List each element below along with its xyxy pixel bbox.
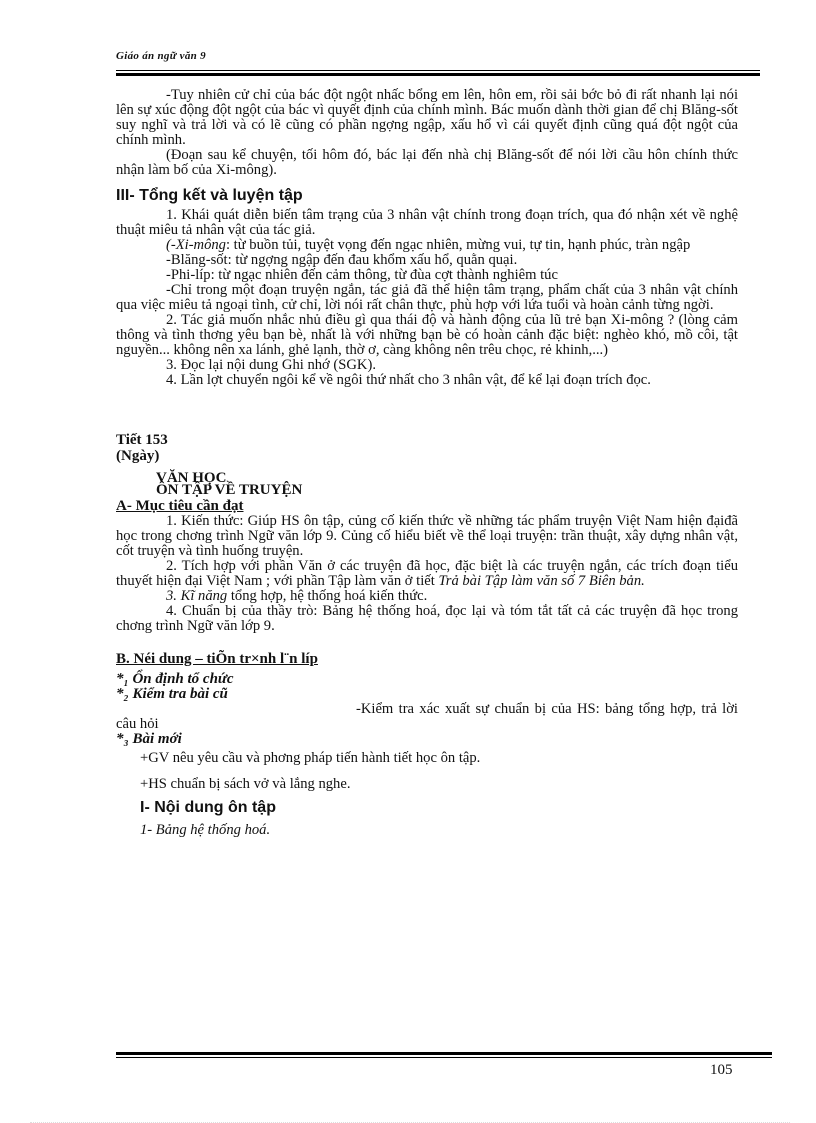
header-rule-thin [116, 70, 760, 71]
objective-2 [116, 559, 738, 589]
objective-2-italic: Trả bài Tập làm văn số 7 Biên bản. [438, 573, 645, 589]
footer-rule-thin [116, 1057, 772, 1058]
summary-blangsot: -Blăng-sốt: từ ngợng ngập đến đau khổm xấu hổ, quằn quại. [166, 252, 518, 268]
header-rule-thick [116, 73, 760, 76]
lesson-date: (Ngày) [116, 448, 160, 464]
teacher-activity: +GV nêu yêu cầu và phơng pháp tiến hành tiết học ôn tập. [140, 750, 481, 766]
lesson-number: Tiết 153 [116, 432, 168, 448]
objective-1: 1. Kiến thức: Giúp HS ôn tập, củng cố kiến thức về những tác phẩm truyện Việt Nam hiện đạiđã học trong chơng trình Ngữ văn lớp 9. Củng cố hiểu biết về thể loại truyện: trần thuật, xây dựng nhân vật, cốt truyện và tình huống truyện. [116, 513, 738, 559]
objective-3-text: tổng hợp, hệ thống hoá kiến thức. [227, 588, 428, 604]
summary-philip: -Phi-líp: từ ngạc nhiên đến cảm thông, từ đùa cợt thành nghiêm túc [166, 267, 558, 283]
page-content [116, 88, 738, 841]
step-2-heading: *₂ Kiểm tra bài cũ [116, 686, 228, 702]
ximong-label: (-Xi-mông [166, 237, 226, 253]
section-3-heading: III- Tổng kết và luyện tập [116, 187, 303, 204]
spacer [116, 388, 738, 432]
subject-title: VĂN HỌC [156, 470, 227, 486]
summary-item-3: 3. Đọc lại nội dung Ghi nhớ (SGK). [166, 357, 376, 373]
step-3-heading: *₃ Bài mới [116, 731, 182, 747]
summary-item-1: 1. Khái quát diễn biến tâm trạng của 3 nhân vật chính trong đoạn trích, qua đó nhận xét về nghệ thuật miêu tả nhân vật của tác giả. [116, 207, 738, 238]
step-1-heading: *₁ Ổn định tổ chức [116, 671, 234, 687]
intro-paragraph-2: (Đoạn sau kể chuyện, tối hôm đó, bác lại đến nhà chị Blăng-sốt để nói lời cầu hôn chính thức nhận làm bố của Xi-mông). [116, 147, 738, 178]
summary-ximong [116, 238, 738, 253]
section-b-heading: B. Néi dung – tiÕn tr×nh l¨n líp [116, 651, 318, 667]
summary-conclusion: -Chỉ trong một đoạn truyện ngắn, tác giả đã thể hiện tâm trạng, phẩm chất của 3 nhân vật chính qua việc miêu tả ngoại tình, cử chỉ, lời nói rất chân thực, phù hợp với lứa tuổi và hoàn cảnh từng ngời. [116, 282, 738, 313]
intro-paragraph-1: -Tuy nhiên cử chỉ của bác đột ngột nhấc bổng em lên, hôn em, rồi sải bớc bỏ đi rất nhanh lại nói lên sự xúc động đột ngột của bác vì quyết định của chính mình. Bác muốn dành thời gian để chị Blăng-sốt suy nghĩ và trả lời và có lẽ cũng có phần ngợng ngập, xấu hổ vì cái quyết định cũng quá đột ngột của chính mình. [116, 87, 738, 148]
objective-2-text: 2. Tích hợp với phần Văn ở các truyện đã học, đặc biệt là các truyện ngắn, các trích đoạn tiểu thuyết hiện đại Việt Nam ; với phần Tập làm văn ở tiết [116, 558, 738, 589]
check-preparation: -Kiểm tra xác xuất sự chuẩn bị của HS: bảng tổng hợp, trả lời câu hỏi [116, 701, 738, 732]
header-title: Giáo án ngữ văn 9 [116, 50, 206, 62]
objective-4: 4. Chuẩn bị của thầy trò: Bảng hệ thống hoá, đọc lại và tóm tắt tất cả các truyện đã học trong chơng trình Ngữ văn lớp 9. [116, 603, 738, 634]
ximong-text: : từ buồn tủi, tuyệt vọng đến ngạc nhiên, mừng vui, tự tin, hạnh phúc, tràn ngập [225, 237, 691, 253]
student-activity: +HS chuẩn bị sách vở và lắng nghe. [140, 776, 351, 792]
section-a-heading: A- Mục tiêu cần đạt [116, 498, 244, 514]
lesson-title: ÔN TẬP VỀ TRUYỆN [156, 482, 303, 498]
objective-3-label: 3. Kĩ năng [166, 588, 228, 604]
review-subheading: 1- Bảng hệ thống hoá. [140, 822, 271, 838]
footer-rule-thick [116, 1052, 772, 1055]
spacer [116, 634, 738, 650]
review-content-heading: I- Nội dung ôn tập [140, 799, 276, 816]
page-number: 105 [710, 1062, 733, 1078]
objective-3 [116, 589, 738, 604]
summary-item-4: 4. Lần lợt chuyển ngôi kể về ngôi thứ nhất cho 3 nhân vật, để kể lại đoạn trích đọc. [166, 372, 651, 388]
summary-item-2: 2. Tác giả muốn nhắc nhủ điều gì qua thái độ và hành động của lũ trẻ bạn Xi-mông ? (lòng cảm thông và tình thơng yêu bạn bè, nhất là với những bạn bè có hoàn cảnh đặc biệt: nghèo khó, mồ côi, tật nguyền... không nên xa lánh, ghẻ lạnh, thờ ơ, càng không nên trêu chọc, rẻ khinh,...) [116, 312, 738, 358]
